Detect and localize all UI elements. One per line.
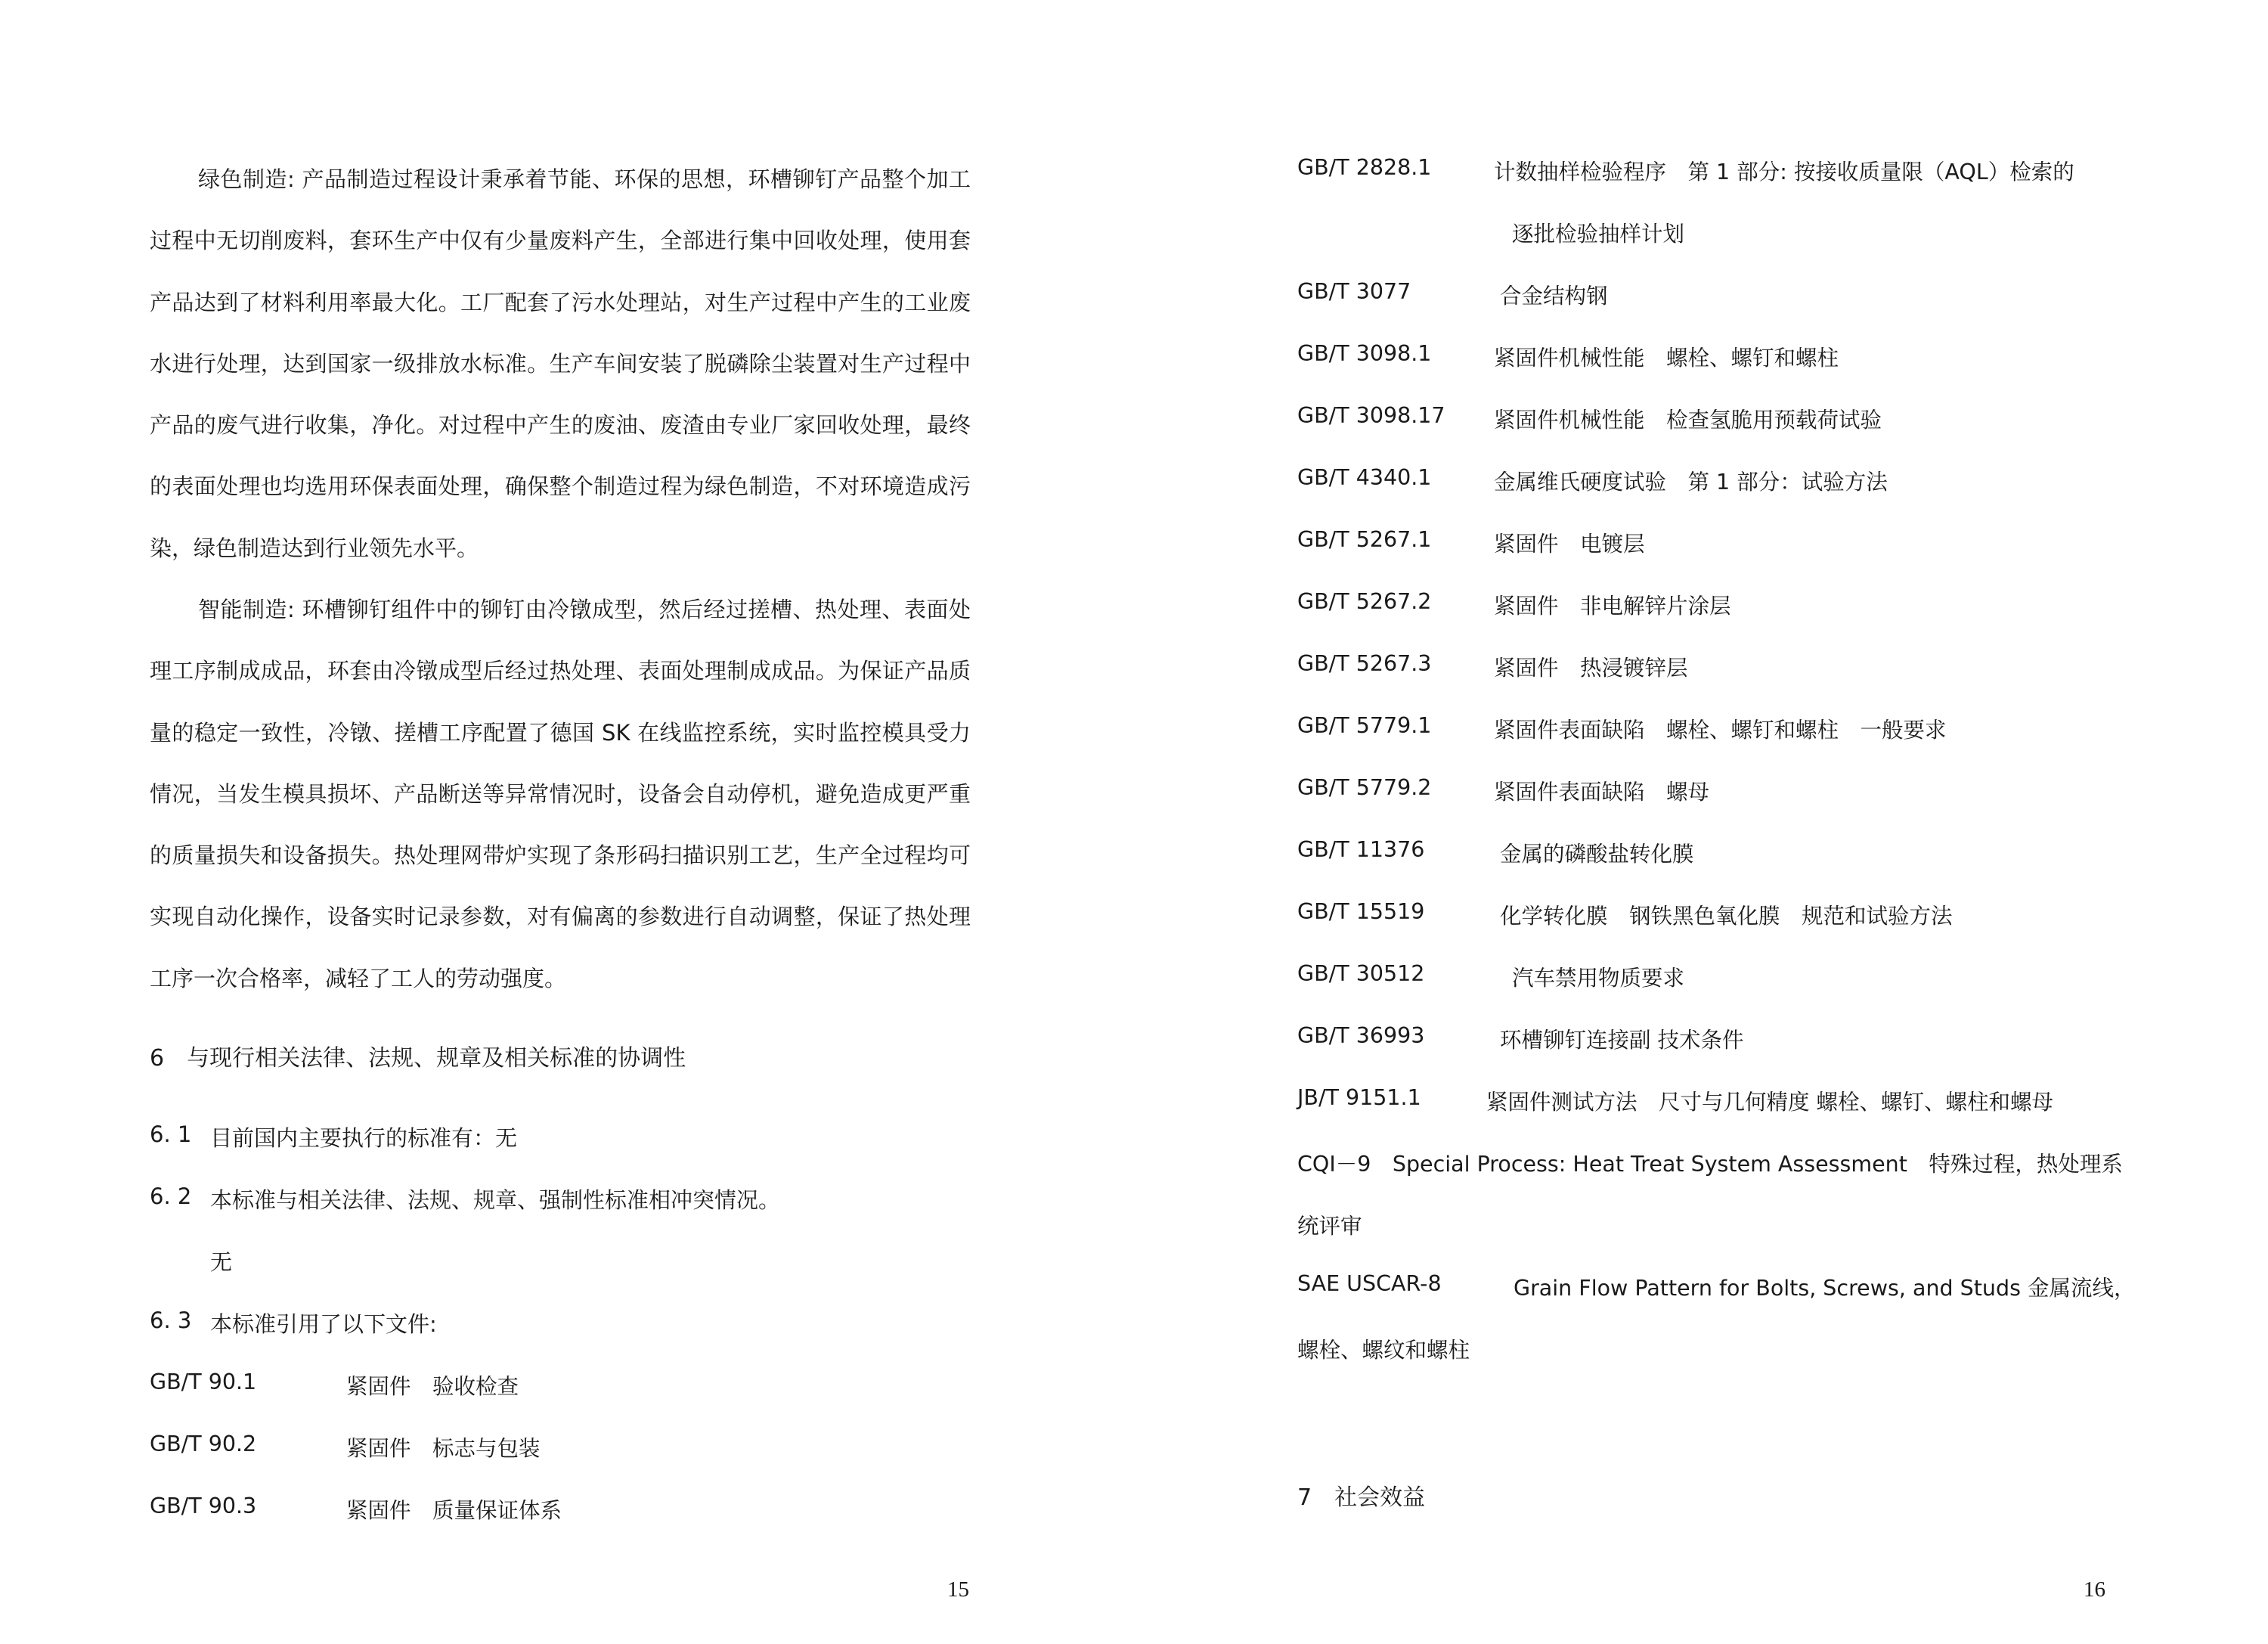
right-page (1134, 0, 2268, 1644)
paragraph-green-manufacturing: 绿色制造: 产品制造过程设计秉承着节能、环保的思想，环槽铆钉产品整个加工过程中无切削废料，套环生产中仅有少量废料产生，全部进行集中回收处理，使用套产品达到了材料利用率最大化。工厂配套了污水处理站，对生产过程中产生的工业废水进行处理，达到国家一级排放水标准。生产车间安装了脱磷除尘装置对生产过程中产品的废气进行收集，净化。对过程中产生的废油、废渣由专业厂家回收处理，最终的表面处理也均选用环保表面处理，确保整个制造过程为绿色制造，不对环境造成污染，绿色制造达到行业领先水平。 (150, 166, 971, 561)
standard-title: 计数抽样检验程序 第 1 部分: 按接收质量限（AQL）检索的 (1494, 160, 2074, 185)
standard-title: 紧固件 验收检查 (346, 1374, 519, 1399)
standard-title: 紧固件 质量保证体系 (346, 1498, 562, 1523)
standard-title: 汽车禁用物质要求 (1512, 966, 1685, 991)
sae-standard-continuation: 螺栓、螺纹和螺柱 (1297, 1338, 1470, 1363)
standard-title: 紧固件表面缺陷 螺母 (1494, 780, 1710, 805)
cqi-standard-continuation: 统评审 (1297, 1214, 1362, 1239)
standard-code: GB/T 3098.1 (1297, 341, 1432, 366)
subsection-6-2-answer: 无 (210, 1249, 233, 1275)
standard-title: 紧固件机械性能 检查氢脆用预载荷试验 (1494, 408, 1882, 433)
standard-title: 紧固件测试方法 尺寸与几何精度 螺栓、螺钉、螺柱和螺母 (1486, 1090, 2054, 1115)
standard-code: GB/T 5267.1 (1297, 527, 1432, 552)
standard-code: GB/T 90.1 (150, 1369, 257, 1394)
standard-title: 合金结构钢 (1500, 284, 1608, 309)
standard-code: GB/T 2828.1 (1297, 155, 1432, 180)
standard-code: GB/T 36993 (1297, 1023, 1425, 1048)
subsection-6-2-text: 本标准与相关法律、法规、规章、强制性标准相冲突情况。 (210, 1187, 781, 1213)
standard-code: GB/T 3077 (1297, 279, 1411, 304)
subsection-6-1-number: 6. 1 (150, 1121, 192, 1147)
subsection-6-3-text: 本标准引用了以下文件: (210, 1311, 437, 1337)
standard-code: GB/T 4340.1 (1297, 465, 1432, 490)
paragraph-smart-manufacturing: 智能制造: 环槽铆钉组件中的铆钉由冷镦成型，然后经过搓槽、热处理、表面处理工序制成成品，环套由冷镦成型后经过热处理、表面处理制成成品。为保证产品质量的稳定一致性，冷镦、搓槽工序配置了德国 SK 在线监控系统，实时监控模具受力情况，当发生模具损坏、产品断送等异常情况时，设备会自动停机，避免造成更严重的质量损失和设备损失。热处理网带炉实现了条形码扫描识别工艺，生产全过程均可实现自动化操作，设备实时记录参数，对有偏离的参数进行自动调整，保证了热处理工序一次合格率，减轻了工人的劳动强度。 (150, 597, 971, 991)
standard-title-continuation: 逐批检验抽样计划 (1512, 222, 1685, 247)
cqi-standard-line: CQI－9 Special Process: Heat Treat System Assessment 特殊过程，热处理系 (1297, 1152, 2123, 1177)
standard-title: 化学转化膜 钢铁黑色氧化膜 规范和试验方法 (1500, 904, 1953, 929)
standard-title: 金属维氏硬度试验 第 1 部分：试验方法 (1494, 470, 1888, 495)
standard-title: 紧固件 非电解锌片涂层 (1494, 594, 1731, 619)
standard-code: GB/T 90.2 (150, 1432, 257, 1456)
standard-code: GB/T 5779.1 (1297, 713, 1432, 738)
standard-title: 紧固件 标志与包装 (346, 1436, 541, 1461)
standard-code: GB/T 3098.17 (1297, 403, 1445, 428)
standard-code: GB/T 5267.2 (1297, 589, 1432, 614)
page-number: 16 (2084, 1577, 2105, 1602)
standard-title: 紧固件 电镀层 (1494, 532, 1645, 557)
subsection-6-3-number: 6. 3 (150, 1307, 192, 1333)
subsection-6-1-text: 目前国内主要执行的标准有：无 (210, 1125, 518, 1151)
standard-title: 紧固件 热浸镀锌层 (1494, 656, 1688, 681)
standard-title: Grain Flow Pattern for Bolts, Screws, and Studs 金属流线， (1514, 1276, 2136, 1301)
standard-code: GB/T 11376 (1297, 837, 1425, 862)
section-7-heading: 7 社会效益 (1297, 1484, 1426, 1511)
page-number: 15 (947, 1577, 969, 1602)
standard-code: JB/T 9151.1 (1297, 1085, 1421, 1110)
standard-title: 紧固件表面缺陷 螺栓、螺钉和螺柱 一般要求 (1494, 718, 1947, 743)
standard-code: GB/T 15519 (1297, 899, 1425, 924)
standard-title: 环槽铆钉连接副 技术条件 (1500, 1028, 1744, 1053)
standard-code: GB/T 5267.3 (1297, 651, 1432, 676)
standard-code: GB/T 90.3 (150, 1494, 257, 1518)
standard-code: GB/T 30512 (1297, 961, 1425, 986)
standard-code: GB/T 5779.2 (1297, 775, 1432, 800)
standard-title: 紧固件机械性能 螺栓、螺钉和螺柱 (1494, 346, 1839, 371)
section-6-heading: 6 与现行相关法律、法规、规章及相关标准的协调性 (150, 1045, 686, 1072)
standard-code: SAE USCAR-8 (1297, 1271, 1442, 1296)
standard-title: 金属的磷酸盐转化膜 (1500, 842, 1694, 867)
subsection-6-2-number: 6. 2 (150, 1183, 192, 1209)
